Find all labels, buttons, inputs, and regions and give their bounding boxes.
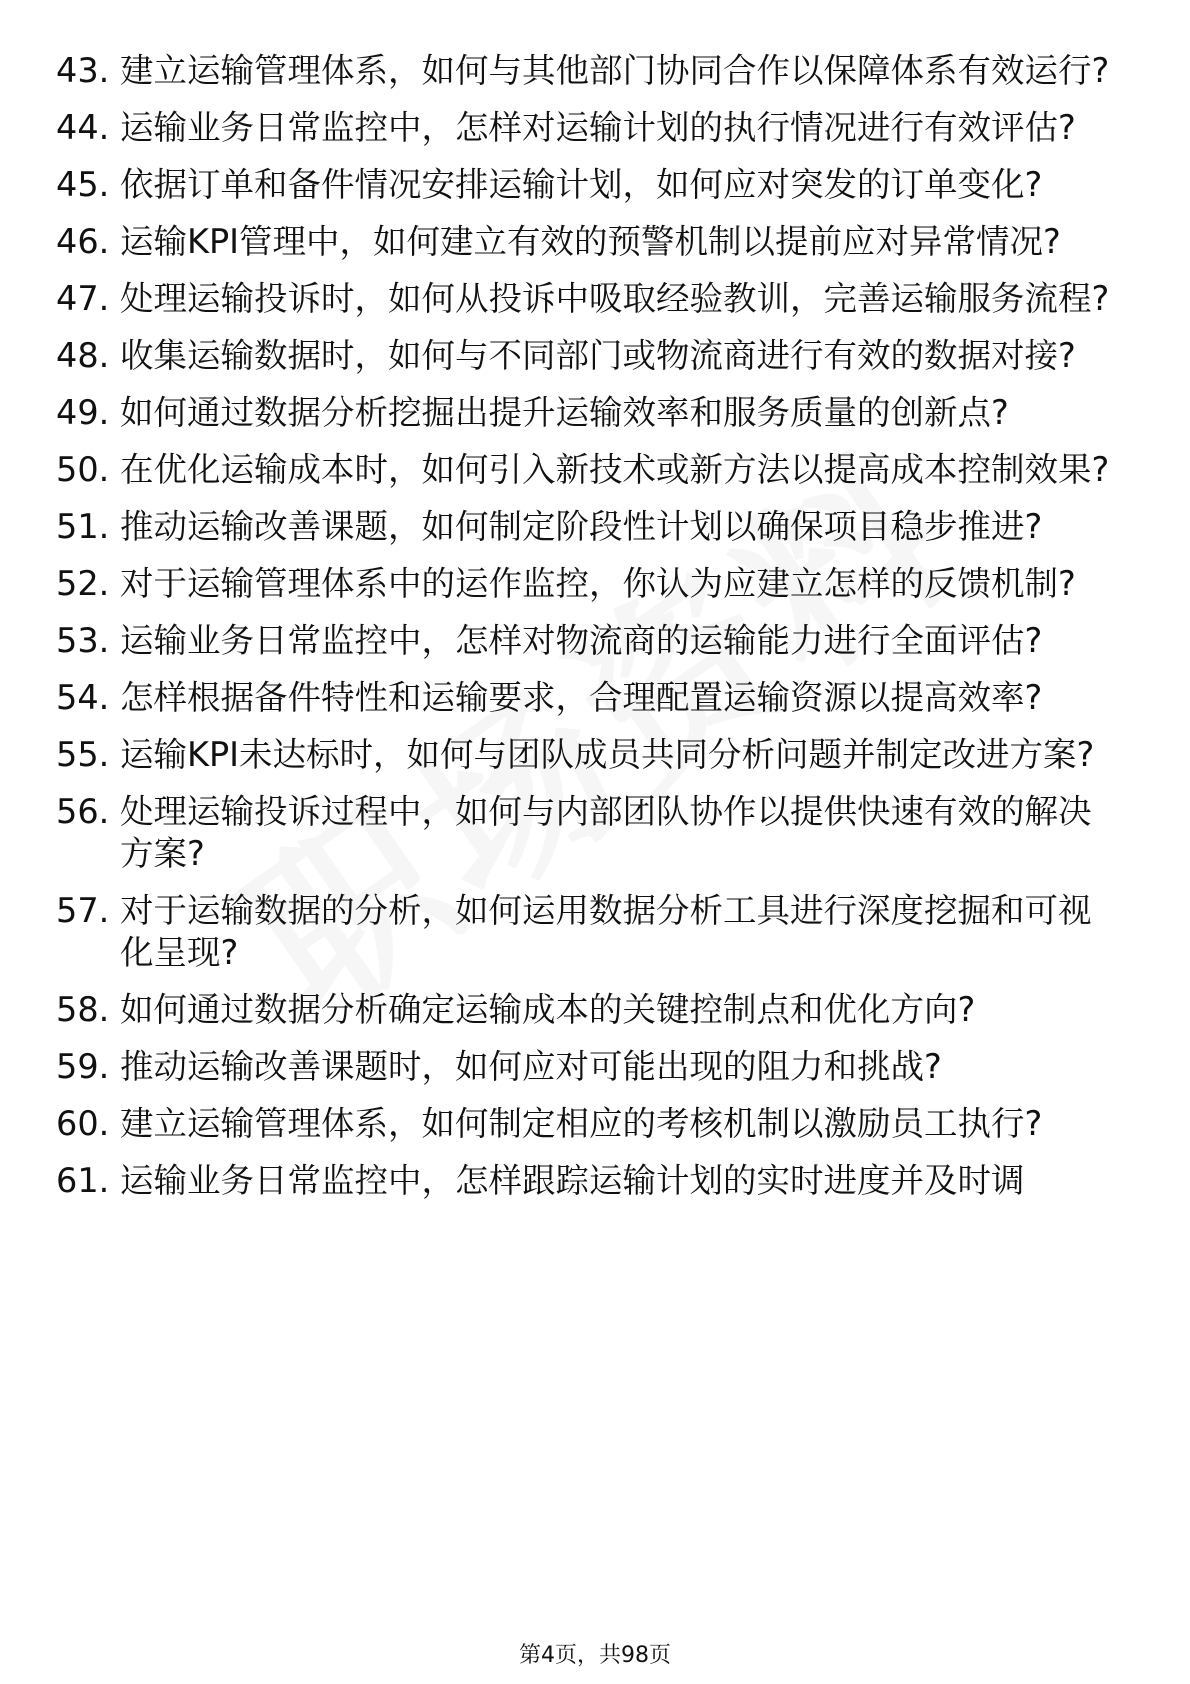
question-text: 怎样根据备件特性和运输要求，合理配置运输资源以提高效率? bbox=[120, 678, 1043, 717]
question-item bbox=[56, 677, 1116, 719]
page-footer bbox=[0, 1638, 1190, 1669]
question-text: 对于运输管理体系中的运作监控，你认为应建立怎样的反馈机制? bbox=[120, 564, 1076, 603]
question-item bbox=[56, 620, 1116, 662]
question-number: 51. bbox=[56, 507, 110, 546]
question-text: 运输业务日常监控中，怎样对运输计划的执行情况进行有效评估? bbox=[120, 108, 1076, 147]
question-item bbox=[56, 221, 1116, 263]
page-number-label: 第4页，共98页 bbox=[519, 1643, 671, 1668]
question-item bbox=[56, 449, 1116, 491]
question-text: 运输业务日常监控中，怎样对物流商的运输能力进行全面评估? bbox=[120, 621, 1043, 660]
question-list bbox=[56, 50, 1116, 1217]
question-number: 49. bbox=[56, 393, 110, 432]
question-item bbox=[56, 734, 1116, 776]
question-number: 48. bbox=[56, 336, 110, 375]
question-number: 56. bbox=[56, 792, 110, 831]
question-number: 43. bbox=[56, 51, 110, 90]
question-number: 44. bbox=[56, 108, 110, 147]
question-item bbox=[56, 164, 1116, 206]
question-text: 建立运输管理体系，如何与其他部门协同合作以保障体系有效运行? bbox=[120, 51, 1110, 90]
question-number: 59. bbox=[56, 1047, 110, 1086]
question-text: 在优化运输成本时，如何引入新技术或新方法以提高成本控制效果? bbox=[120, 450, 1110, 489]
question-item bbox=[56, 506, 1116, 548]
question-text: 如何通过数据分析确定运输成本的关键控制点和优化方向? bbox=[120, 990, 976, 1029]
question-text: 处理运输投诉过程中，如何与内部团队协作以提供快速有效的解决方案? bbox=[120, 792, 1092, 873]
question-number: 50. bbox=[56, 450, 110, 489]
question-text: 建立运输管理体系，如何制定相应的考核机制以激励员工执行? bbox=[120, 1104, 1043, 1143]
question-item bbox=[56, 392, 1116, 434]
question-item bbox=[56, 563, 1116, 605]
question-item bbox=[56, 989, 1116, 1031]
question-text: 处理运输投诉时，如何从投诉中吸取经验教训，完善运输服务流程? bbox=[120, 279, 1110, 318]
question-number: 46. bbox=[56, 222, 110, 261]
question-text: 对于运输数据的分析，如何运用数据分析工具进行深度挖掘和可视化呈现? bbox=[120, 891, 1092, 972]
question-text: 运输KPI未达标时，如何与团队成员共同分析问题并制定改进方案? bbox=[120, 735, 1095, 774]
question-number: 54. bbox=[56, 678, 110, 717]
question-text: 推动运输改善课题时，如何应对可能出现的阻力和挑战? bbox=[120, 1047, 942, 1086]
question-text: 如何通过数据分析挖掘出提升运输效率和服务质量的创新点? bbox=[120, 393, 1009, 432]
question-item bbox=[56, 50, 1116, 92]
question-item bbox=[56, 1046, 1116, 1088]
question-text: 依据订单和备件情况安排运输计划，如何应对突发的订单变化? bbox=[120, 165, 1043, 204]
question-item bbox=[56, 890, 1116, 974]
question-number: 57. bbox=[56, 891, 110, 930]
question-item bbox=[56, 335, 1116, 377]
question-number: 47. bbox=[56, 279, 110, 318]
question-item bbox=[56, 278, 1116, 320]
question-item bbox=[56, 107, 1116, 149]
question-text: 运输业务日常监控中，怎样跟踪运输计划的实时进度并及时调 bbox=[120, 1161, 1025, 1200]
question-text: 推动运输改善课题，如何制定阶段性计划以确保项目稳步推进? bbox=[120, 507, 1043, 546]
question-number: 53. bbox=[56, 621, 110, 660]
question-item bbox=[56, 1160, 1116, 1202]
question-number: 58. bbox=[56, 990, 110, 1029]
question-number: 55. bbox=[56, 735, 110, 774]
question-text: 收集运输数据时，如何与不同部门或物流商进行有效的数据对接? bbox=[120, 336, 1076, 375]
question-number: 60. bbox=[56, 1104, 110, 1143]
question-item bbox=[56, 791, 1116, 875]
question-number: 45. bbox=[56, 165, 110, 204]
question-number: 61. bbox=[56, 1161, 110, 1200]
question-text: 运输KPI管理中，如何建立有效的预警机制以提前应对异常情况? bbox=[120, 222, 1061, 261]
question-number: 52. bbox=[56, 564, 110, 603]
question-item bbox=[56, 1103, 1116, 1145]
